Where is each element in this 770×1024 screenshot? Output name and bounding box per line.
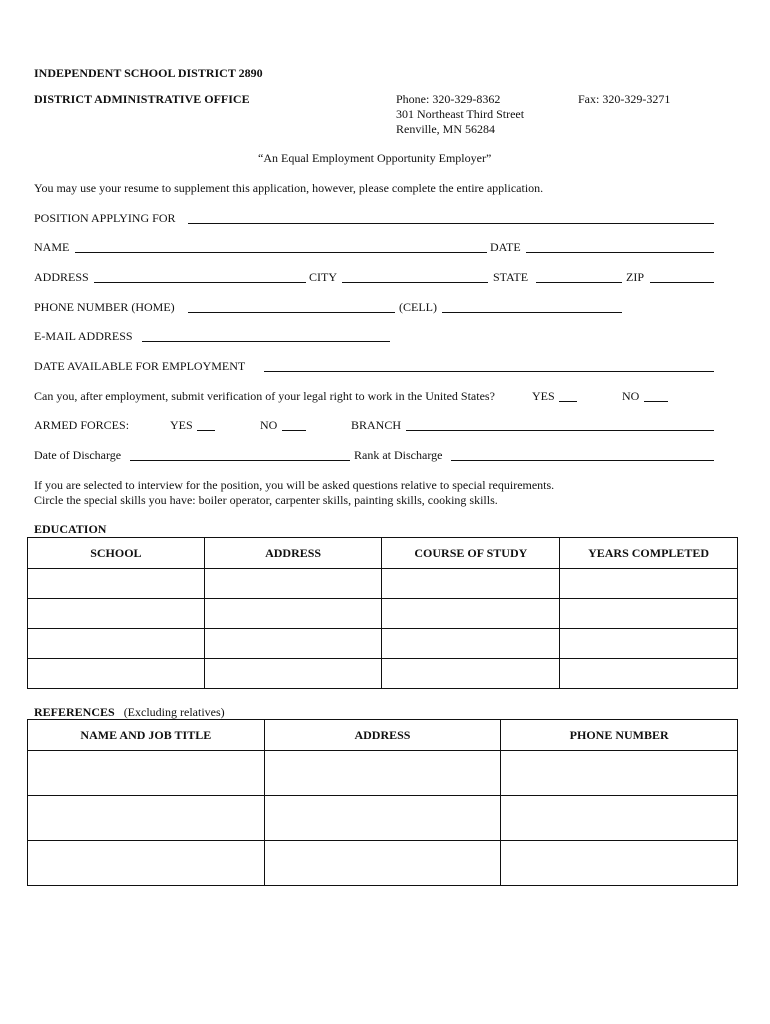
education-cell[interactable] (560, 599, 738, 629)
education-heading: EDUCATION (34, 522, 107, 536)
reference-cell[interactable] (264, 841, 501, 886)
reference-cell[interactable] (501, 841, 738, 886)
date-available-field[interactable] (264, 371, 714, 372)
office-title: DISTRICT ADMINISTRATIVE OFFICE (34, 92, 250, 106)
district-title: INDEPENDENT SCHOOL DISTRICT 2890 (34, 66, 263, 80)
education-cell[interactable] (560, 659, 738, 689)
table-row (28, 841, 738, 886)
reference-cell[interactable] (28, 796, 265, 841)
intro-text: You may use your resume to supplement this application, however, please complete the entire application. (34, 181, 544, 195)
education-cell[interactable] (382, 659, 560, 689)
education-col-course: COURSE OF STUDY (382, 538, 560, 569)
verification-question: Can you, after employment, submit verification of your legal right to work in the United States? (34, 389, 495, 403)
email-label: E-MAIL ADDRESS (34, 329, 133, 343)
education-cell[interactable] (560, 569, 738, 599)
home-phone-label: PHONE NUMBER (HOME) (34, 300, 175, 314)
verification-no-label: NO (622, 389, 640, 403)
cell-field[interactable] (442, 312, 622, 313)
education-cell[interactable] (204, 599, 382, 629)
education-table (27, 537, 738, 689)
reference-cell[interactable] (501, 796, 738, 841)
name-field[interactable] (75, 252, 487, 253)
verification-yes-field[interactable] (559, 401, 577, 402)
education-cell[interactable] (28, 599, 205, 629)
education-cell[interactable] (28, 659, 205, 689)
education-col-school: SCHOOL (28, 538, 205, 569)
education-cell[interactable] (382, 599, 560, 629)
address-label: ADDRESS (34, 270, 89, 284)
rank-field[interactable] (451, 460, 714, 461)
city-label: CITY (309, 270, 337, 284)
reference-cell[interactable] (501, 751, 738, 796)
reference-cell[interactable] (28, 751, 265, 796)
education-cell[interactable] (204, 629, 382, 659)
zip-label: ZIP (626, 270, 644, 284)
state-label: STATE (493, 270, 529, 284)
date-label: DATE (490, 240, 521, 254)
education-cell[interactable] (560, 629, 738, 659)
date-available-label: DATE AVAILABLE FOR EMPLOYMENT (34, 359, 246, 373)
references-col-phone: PHONE NUMBER (501, 720, 738, 751)
special-skills-note: Circle the special skills you have: boiler operator, carpenter skills, painting skills, cooking skills. (34, 493, 498, 507)
education-cell[interactable] (204, 659, 382, 689)
position-field[interactable] (188, 223, 714, 224)
special-requirements-note: If you are selected to interview for the position, you will be asked questions relative to special requirements. (34, 478, 555, 492)
references-col-address: ADDRESS (264, 720, 501, 751)
table-row (28, 569, 738, 599)
date-field[interactable] (526, 252, 714, 253)
education-cell[interactable] (28, 569, 205, 599)
position-label: POSITION APPLYING FOR (34, 211, 176, 225)
table-row (28, 629, 738, 659)
fax-number: Fax: 320-329-3271 (578, 92, 671, 106)
branch-label: BRANCH (351, 418, 402, 432)
eeo-motto: “An Equal Employment Opportunity Employer” (258, 151, 492, 165)
education-cell[interactable] (382, 569, 560, 599)
zip-field[interactable] (650, 282, 714, 283)
references-subheading: (Excluding relatives) (123, 705, 225, 719)
education-cell[interactable] (204, 569, 382, 599)
armed-no-label: NO (260, 418, 278, 432)
education-header-row (28, 538, 738, 569)
armed-no-field[interactable] (282, 430, 306, 431)
references-heading-wrap (34, 705, 225, 719)
armed-yes-label: YES (170, 418, 193, 432)
education-col-years: YEARS COMPLETED (560, 538, 738, 569)
state-field[interactable] (536, 282, 622, 283)
street-address: 301 Northeast Third Street (396, 107, 525, 121)
address-field[interactable] (94, 282, 306, 283)
education-col-address: ADDRESS (204, 538, 382, 569)
verification-no-field[interactable] (644, 401, 668, 402)
table-row (28, 659, 738, 689)
branch-field[interactable] (406, 430, 714, 431)
name-label: NAME (34, 240, 70, 254)
education-cell[interactable] (382, 629, 560, 659)
education-cell[interactable] (28, 629, 205, 659)
table-row (28, 599, 738, 629)
home-phone-field[interactable] (188, 312, 395, 313)
references-header-row (28, 720, 738, 751)
table-row (28, 796, 738, 841)
reference-cell[interactable] (264, 751, 501, 796)
discharge-date-field[interactable] (130, 460, 350, 461)
cell-label: (CELL) (399, 300, 437, 314)
references-heading: REFERENCES (34, 705, 115, 719)
references-table (27, 719, 738, 886)
rank-label: Rank at Discharge (354, 448, 443, 462)
reference-cell[interactable] (28, 841, 265, 886)
email-field[interactable] (142, 341, 390, 342)
discharge-date-label: Date of Discharge (34, 448, 122, 462)
references-col-name: NAME AND JOB TITLE (28, 720, 265, 751)
table-row (28, 751, 738, 796)
city-state: Renville, MN 56284 (396, 122, 495, 136)
verification-yes-label: YES (532, 389, 555, 403)
armed-forces-label: ARMED FORCES: (34, 418, 130, 432)
reference-cell[interactable] (264, 796, 501, 841)
armed-yes-field[interactable] (197, 430, 215, 431)
city-field[interactable] (342, 282, 488, 283)
phone-number: Phone: 320-329-8362 (396, 92, 501, 106)
